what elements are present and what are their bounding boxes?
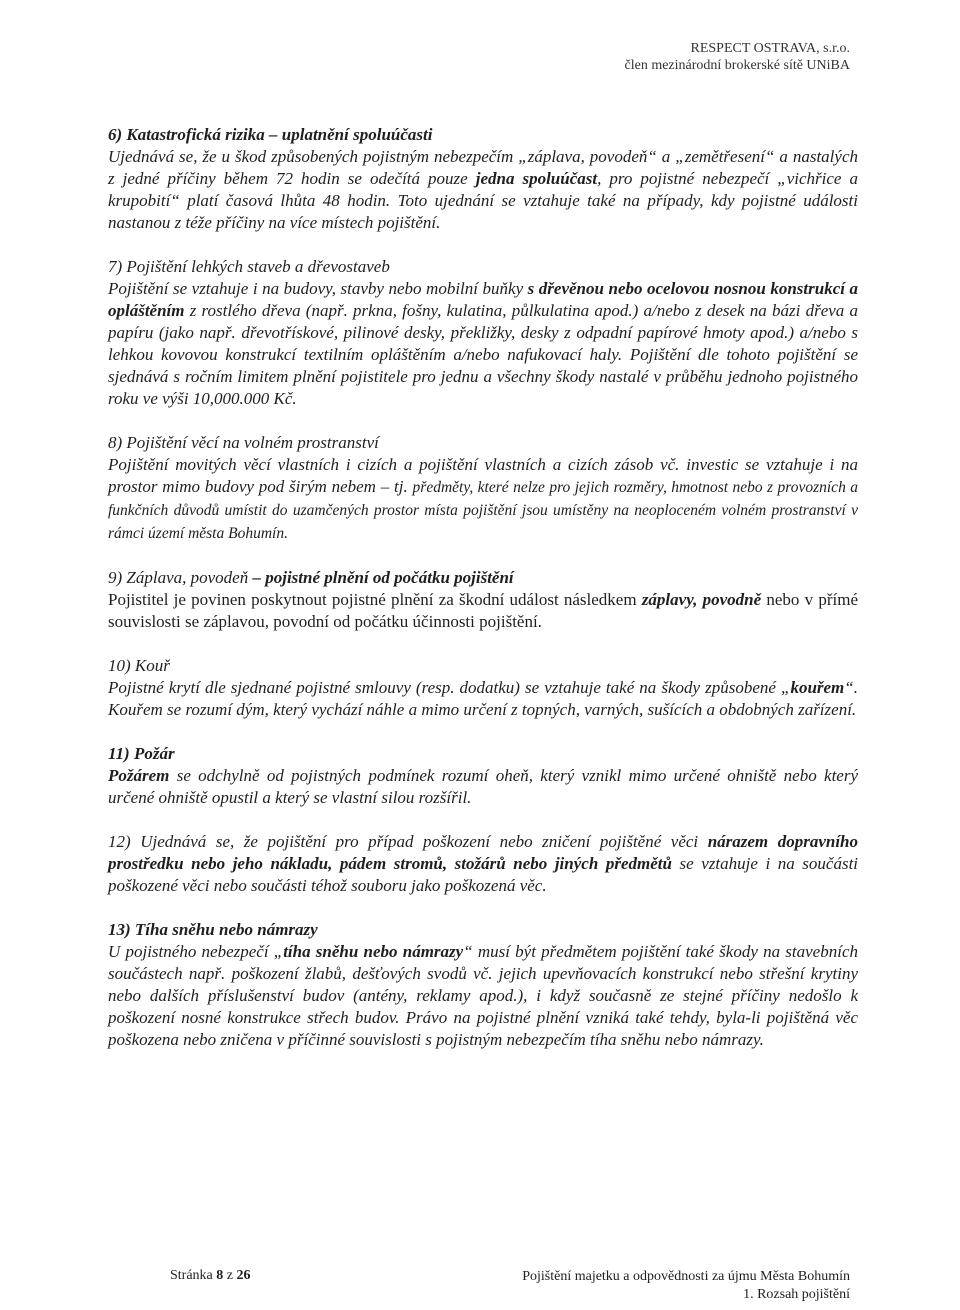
page-header	[625, 40, 851, 74]
section-10-text-a: Pojistné krytí dle sjednané pojistné smlouvy (resp. dodatku) se vztahuje také na škody způsobené „	[108, 678, 791, 697]
section-12-text-b: se vztahuje i na součásti poškozené věci nebo součásti téhož souboru jako poškozená věc.	[108, 854, 859, 895]
footer-doc-section: 1. Rozsah pojištění	[743, 1287, 850, 1302]
section-12-bold: nárazem dopravního prostředku nebo jeho nákladu, pádem stromů, stožárů nebo jiných předmětů	[108, 832, 858, 873]
footer-doc-title: Pojištění majetku a odpovědnosti za újmu Města Bohumín	[522, 1269, 850, 1284]
footer-doc-info	[522, 1268, 850, 1304]
section-6-text-a: Ujednává se, že u škod způsobených pojistným nebezpečím „záplava, povodeň“ a „zemětřesení“ a nastalých z jedné příčiny během 72 hodin se odečítá pouze	[108, 147, 858, 188]
section-12-text-a: 12) Ujednává se, že pojištění pro případ poškození nebo zničení pojištěné věci	[108, 832, 708, 851]
document-body	[108, 124, 858, 1073]
section-7-text-a: Pojištění se vztahuje i na budovy, stavby nebo mobilní buňky	[108, 279, 528, 298]
section-9	[108, 567, 858, 633]
section-10-text-b: “. Kouřem se rozumí dým, který vychází náhle a mimo určení z topných, varných, sušících a obdobných zařízení.	[108, 678, 858, 719]
section-9-text	[108, 589, 858, 633]
company-subtitle: člen mezinárodní brokerské sítě UNiBA	[624, 58, 850, 73]
company-name: RESPECT OSTRAVA, s.r.o.	[690, 41, 850, 56]
section-7-text-b: z rostlého dřeva (např. prkna, fošny, kulatina, půlkulatina apod.) a/nebo z desek na bázi dřeva a papíru (jako např. dřevotřískové, pilinové desky, překližky, desky z odpadní papírové hmoty apod.) a/nebo s lehkou kovovou konstrukcí textilním opláštěním a/nebo nafukovací haly. Pojištění dle tohoto pojištění se sjednává s ročním limitem plnění pojistitele pro jednu a všechny škody nastalé v průběhu jednoho pojistného roku ve výši 10,000.000 Kč.	[108, 301, 858, 408]
section-6-heading: 6) Katastrofická rizika – uplatnění spoluúčasti	[108, 125, 433, 144]
section-7-heading: 7) Pojištění lehkých staveb a dřevostaveb	[108, 257, 390, 276]
section-9-heading	[108, 567, 858, 589]
section-11-heading: 11) Požár	[108, 744, 175, 763]
page-sep: z	[223, 1268, 237, 1283]
section-6-text	[108, 146, 858, 234]
section-6-text-b: , pro pojistné nebezpečí „vichřice a krupobití“ platí časová lhůta 48 hodin. Toto ujednání se vztahuje také na případy, kdy pojistné události nastanou z téže příčiny na více místech pojištění.	[108, 169, 858, 232]
page-total: 26	[236, 1268, 251, 1283]
section-7-bold: s dřevěnou nebo ocelovou nosnou konstrukcí a opláštěním	[108, 279, 859, 320]
section-8-text-b: předměty, které nelze pro jejich rozměry, hmotnost nebo z provozních a funkčních důvodů umístit do uzamčených prostor místa pojištění jsou umístěny na neoploceném volném prostranství v rámci území města Bohumín.	[108, 479, 858, 542]
page-number	[170, 1268, 250, 1284]
section-9-text-b: nebo v přímé souvislosti se záplavou, povodní od počátku účinnosti pojištění.	[108, 590, 858, 631]
page-label: Stránka	[170, 1268, 217, 1283]
page-current: 8	[216, 1268, 224, 1283]
section-12-text	[108, 831, 858, 897]
section-8	[108, 432, 858, 545]
section-13-text-a: U pojistného nebezpečí „	[108, 942, 284, 961]
section-13-text-b: “ musí být předmětem pojištění také škody na stavebních součástech např. poškození žlabů, dešťových svodů vč. jejich upevňovacích konstrukcí nebo střešní krytiny nebo dalších příslušenství budov (antény, reklamy apod.), i když současně ze stejné příčiny nedošlo k poškození nosné konstrukce střech budov. Právo na pojistné plnění vzniká také tehdy, byla-li pojištěná věc poškozena nebo zničena v příčinné souvislosti s pojistným nebezpečím tíha sněhu nebo námrazy.	[108, 942, 858, 1049]
section-9-heading-b: – pojistné plnění od počátku pojištění	[252, 568, 514, 587]
section-10-text	[108, 677, 858, 721]
section-6-bold: jedna spoluúčast	[475, 169, 598, 188]
section-10-bold: kouřem	[790, 678, 845, 697]
section-8-heading: 8) Pojištění věcí na volném prostranství	[108, 433, 379, 452]
section-7-text	[108, 278, 858, 410]
section-9-heading-a: 9) Záplava, povodeň	[108, 568, 253, 587]
section-12	[108, 831, 858, 897]
section-11-text-a: se odchylně od pojistných podmínek rozumí oheň, který vznikl mimo určené ohniště nebo který určené ohniště opustil a který se vlastní silou rozšířil.	[108, 766, 858, 807]
section-10-heading: 10) Kouř	[108, 656, 170, 675]
section-7	[108, 256, 858, 410]
section-13-heading: 13) Tíha sněhu nebo námrazy	[108, 920, 318, 939]
section-8-text	[108, 454, 858, 545]
section-9-bold: záplavy, povodně	[641, 590, 762, 609]
section-11-bold: Požárem	[108, 766, 170, 785]
section-13-bold: tíha sněhu nebo námrazy	[283, 942, 464, 961]
section-8-text-a: Pojištění movitých věcí vlastních i cizích a pojištění vlastních a cizích zásob vč. investic se vztahuje i na prostor mimo budovy pod širým nebem – tj.	[108, 455, 858, 496]
section-11-text	[108, 765, 858, 809]
section-10	[108, 655, 858, 721]
section-13	[108, 919, 858, 1051]
section-11	[108, 743, 858, 809]
section-13-text	[108, 941, 858, 1051]
section-9-text-a: Pojistitel je povinen poskytnout pojistné plnění za škodní událost následkem	[108, 590, 642, 609]
section-6	[108, 124, 858, 234]
